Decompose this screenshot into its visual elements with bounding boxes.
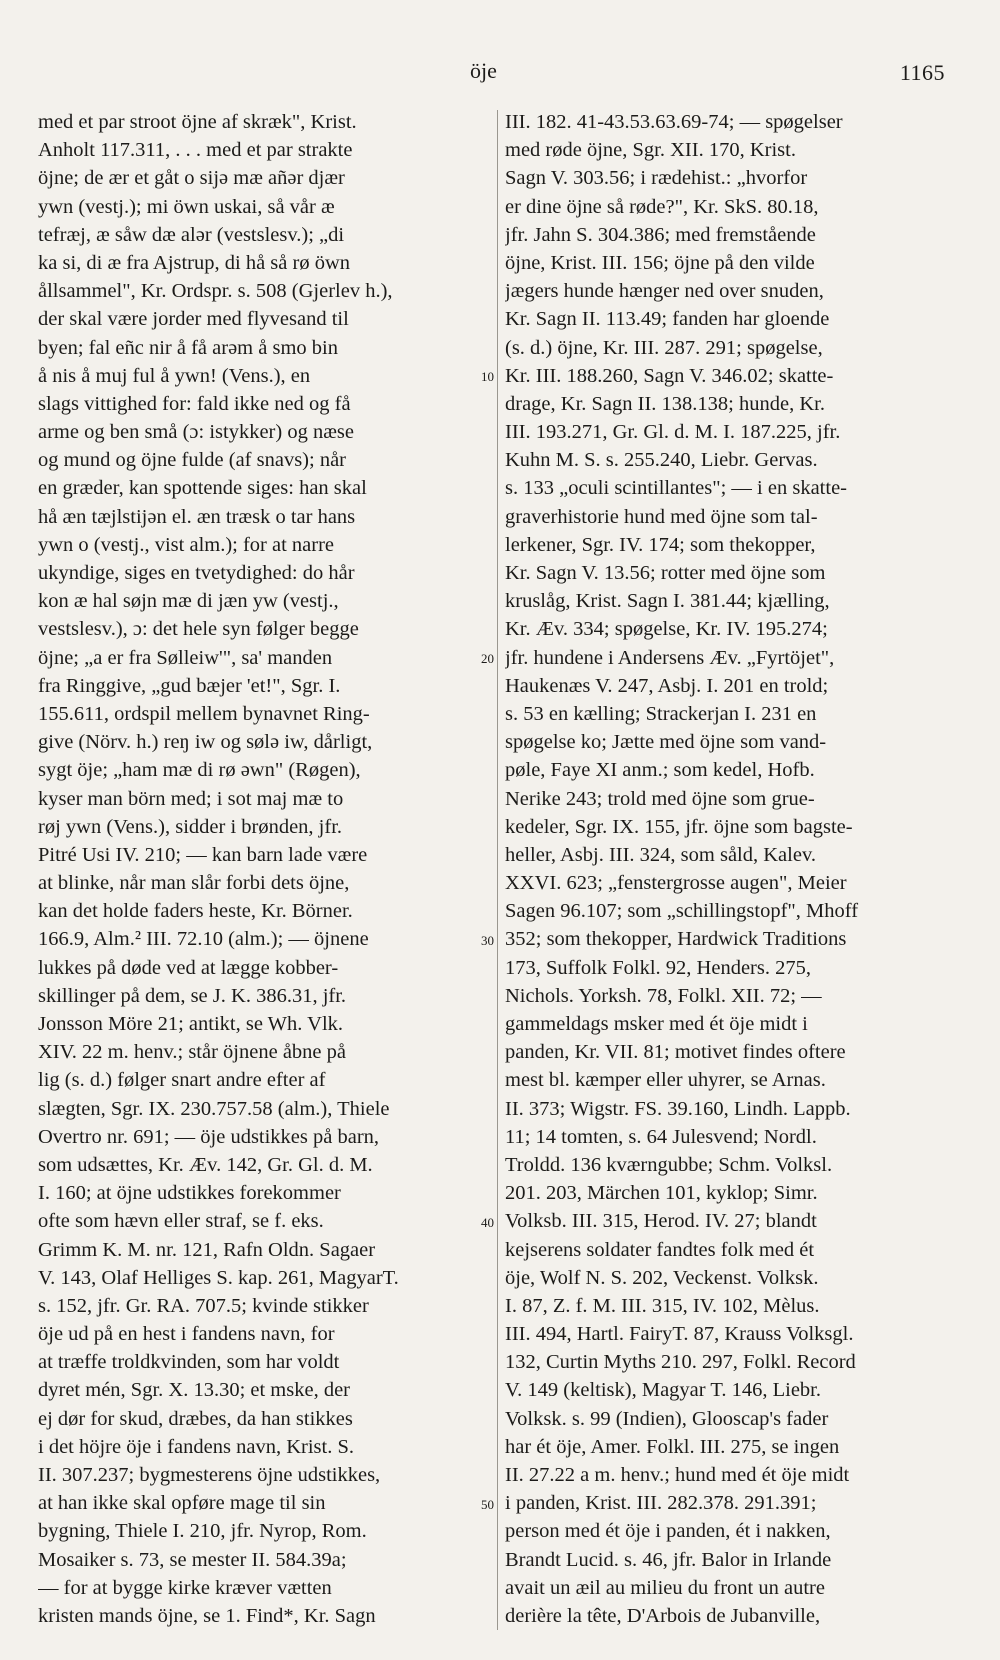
- text-line: i det höjre öje i fandens navn, Krist. S.: [38, 1435, 354, 1458]
- text-line: III. 193.271, Gr. Gl. d. M. I. 187.225, jfr.: [505, 421, 841, 444]
- text-line: og mund og öjne fulde (af snavs); når: [38, 449, 346, 472]
- text-line: öjne; de ær et gåt o sijə mæ añər djær: [38, 167, 345, 190]
- text-line: 11; 14 tomten, s. 64 Julesvend; Nordl.: [505, 1125, 817, 1148]
- text-line: Sagn V. 303.56; i rædehist.: „hvorfor: [505, 167, 808, 190]
- text-line: 166.9, Alm.² III. 72.10 (alm.); — öjnene: [38, 928, 369, 951]
- text-line: öje, Wolf N. S. 202, Veckenst. Volksk.: [505, 1266, 819, 1289]
- text-line: I. 87, Z. f. M. III. 315, IV. 102, Mèlus.: [505, 1294, 820, 1317]
- text-line: avait un æil au milieu du front un autre: [505, 1576, 825, 1599]
- text-line: bygning, Thiele I. 210, jfr. Nyrop, Rom.: [38, 1520, 367, 1543]
- text-line: mest bl. kæmper eller uhyrer, se Arnas.: [505, 1069, 826, 1092]
- text-line: ållsammel", Kr. Ordspr. s. 508 (Gjerlev h.),: [38, 280, 393, 303]
- text-line: — for at bygge kirke kræver vætten: [38, 1576, 332, 1599]
- text-line: panden, Kr. VII. 81; motivet findes oftere: [505, 1041, 846, 1064]
- text-line: kristen mands öjne, se 1. Find*, Kr. Sagn: [38, 1604, 376, 1627]
- text-line: person med ét öje i panden, ét i nakken,: [505, 1520, 831, 1543]
- text-line: Nichols. Yorksh. 78, Folkl. XII. 72; —: [505, 984, 822, 1007]
- text-line: Pitré Usi IV. 210; — kan barn lade være: [38, 843, 368, 866]
- text-line: vestslesv.), ɔ: det hele syn følger begge: [38, 618, 359, 641]
- text-line: derière la tête, D'Arbois de Jubanville,: [505, 1604, 821, 1627]
- text-line: s. 53 en kælling; Strackerjan I. 231 en: [505, 702, 817, 725]
- text-line: jfr. Jahn S. 304.386; med fremstående: [505, 223, 816, 246]
- text-line: kejserens soldater fandtes folk med ét: [505, 1238, 815, 1261]
- text-line: Kr. Sagn V. 13.56; rotter med öjne som: [505, 562, 826, 584]
- text-line: fra Ringgive, „gud bæjer 'et!", Sgr. I.: [38, 674, 341, 697]
- text-line: jægers hunde hænger ned over snuden,: [505, 280, 824, 303]
- text-line: heller, Asbj. III. 324, som såld, Kalev.: [505, 843, 816, 866]
- text-line: kyser man börn med; i sot maj mæ to: [38, 787, 344, 810]
- line-number-marker: 50: [481, 1496, 494, 1512]
- text-line: III. 182. 41-43.53.63.69-74; — spøgelser: [505, 111, 843, 133]
- text-line: öjne; „a er fra Sølleiw'", sa' manden: [38, 646, 333, 669]
- text-line: er dine öjne så røde?", Kr. SkS. 80.18,: [505, 195, 819, 218]
- text-line: å nis å muj ful å ywn! (Vens.), en: [38, 364, 311, 387]
- text-line: har ét öje, Amer. Folkl. III. 275, se ingen: [505, 1435, 840, 1458]
- text-line: Volksb. III. 315, Herod. IV. 27; blandt: [505, 1210, 817, 1233]
- line-number-marker: 10: [481, 368, 494, 384]
- text-line: lig (s. d.) følger snart andre efter af: [38, 1069, 326, 1092]
- text-line: lukkes på døde ved at lægge kobber-: [38, 956, 339, 979]
- text-line: I. 160; at öjne udstikkes forekommer: [38, 1182, 341, 1205]
- text-line: slags vittighed for: fald ikke ned og få: [38, 392, 351, 415]
- text-line: byen; fal eñc nir å få arəm å smo bin: [38, 336, 338, 359]
- text-line: Kr. Æv. 334; spøgelse, Kr. IV. 195.274;: [505, 618, 828, 641]
- text-line: skillinger på dem, se J. K. 386.31, jfr.: [38, 984, 347, 1007]
- text-line: ywn o (vestj., vist alm.); for at narre: [38, 533, 335, 556]
- text-line: Sagen 96.107; som „schillingstopf", Mhoff: [505, 900, 859, 923]
- text-line: gammeldags msker med ét öje midt i: [505, 1013, 808, 1035]
- text-line: Haukenæs V. 247, Asbj. I. 201 en trold;: [505, 674, 829, 697]
- text-line: 155.611, ordspil mellem bynavnet Ring-: [38, 702, 370, 725]
- text-line: tefræj, æ såw dæ alər (vestslesv.); „di: [38, 223, 345, 246]
- text-line: Kuhn M. S. s. 255.240, Liebr. Gervas.: [505, 449, 818, 472]
- text-line: 173, Suffolk Folkl. 92, Henders. 275,: [505, 956, 811, 979]
- text-line: Kr. Sagn II. 113.49; fanden har gloende: [505, 308, 830, 331]
- text-line: ofte som hævn eller straf, se f. eks.: [38, 1210, 324, 1233]
- text-line: hå æn tæjlstijən el. æn træsk o tar hans: [38, 505, 356, 528]
- text-line: slægten, Sgr. IX. 230.757.58 (alm.), Thiele: [38, 1097, 390, 1120]
- text-line: kruslåg, Krist. Sagn I. 381.44; kjælling,: [505, 590, 830, 613]
- text-line: give (Nörv. h.) reŋ iw og sølə iw, dårligt,: [38, 731, 373, 754]
- text-line: en græder, kan spottende siges: han skal: [38, 477, 367, 500]
- text-line: ka si, di æ fra Ajstrup, di hå så rø öwn: [38, 251, 351, 274]
- text-line: at han ikke skal opføre mage til sin: [38, 1492, 326, 1515]
- text-line: graverhistorie hund med öjne som tal-: [505, 505, 818, 528]
- text-line: sygt öje; „ham mæ di rø əwn" (Røgen),: [38, 759, 361, 782]
- text-line: kon æ hal søjn mæ di jæn yw (vestj.,: [38, 590, 339, 613]
- text-line: (s. d.) öjne, Kr. III. 287. 291; spøgelse,: [505, 336, 823, 359]
- right-column: [505, 108, 945, 1630]
- text-line: at træffe troldkvinden, som har voldt: [38, 1351, 340, 1374]
- text-line: öjne, Krist. III. 156; öjne på den vilde: [505, 251, 815, 274]
- line-number-marker: 30: [481, 932, 494, 948]
- text-line: der skal være jorder med flyvesand til: [38, 308, 349, 331]
- text-line: 352; som thekopper, Hardwick Traditions: [505, 928, 847, 951]
- text-line: II. 373; Wigstr. FS. 39.160, Lindh. Lappb.: [505, 1097, 851, 1120]
- text-line: s. 133 „oculi scintillantes"; — i en skatte-: [505, 477, 847, 500]
- text-line: s. 152, jfr. Gr. RA. 707.5; kvinde stikker: [38, 1294, 369, 1317]
- text-line: Volksk. s. 99 (Indien), Glooscap's fader: [505, 1407, 829, 1430]
- text-line: dyret mén, Sgr. X. 13.30; et mske, der: [38, 1379, 351, 1402]
- text-line: med et par stroot öjne af skræk", Krist.: [38, 111, 357, 133]
- page-number: 1165: [899, 60, 945, 85]
- text-line: kan det holde faders heste, Kr. Börner.: [38, 900, 353, 923]
- text-line: drage, Kr. Sagn II. 138.138; hunde, Kr.: [505, 392, 825, 415]
- text-line: III. 494, Hartl. FairyT. 87, Krauss Volksgl.: [505, 1323, 854, 1346]
- text-line: 201. 203, Märchen 101, kyklop; Simr.: [505, 1182, 818, 1205]
- text-line: XXVI. 623; „fenstergrosse augen", Meier: [505, 872, 847, 895]
- text-line: arme og ben små (ɔ: istykker) og næse: [38, 421, 354, 444]
- text-line: II. 307.237; bygmesterens öjne udstikkes,: [38, 1464, 381, 1486]
- text-line: jfr. hundene i Andersens Æv. „Fyrtöjet",: [505, 646, 835, 669]
- line-number-marker: 40: [481, 1214, 494, 1230]
- text-line: som udsættes, Kr. Æv. 142, Gr. Gl. d. M.: [38, 1153, 373, 1176]
- text-line: II. 27.22 a m. henv.; hund med ét öje midt: [505, 1464, 850, 1486]
- left-column: [38, 108, 493, 1630]
- text-line: Nerike 243; trold med öjne som grue-: [505, 787, 815, 810]
- column-divider: [497, 110, 498, 1630]
- text-line: at blinke, når man slår forbi dets öjne,: [38, 872, 350, 895]
- text-line: røj ywn (Vens.), sidder i brønden, jfr.: [38, 815, 343, 838]
- text-line: Jonsson Möre 21; antikt, se Wh. Vlk.: [38, 1013, 344, 1035]
- text-line: Overtro nr. 691; — öje udstikkes på barn,: [38, 1125, 380, 1148]
- text-line: ywn (vestj.); mi öwn uskai, så vår æ: [38, 195, 335, 218]
- text-line: Anholt 117.311, . . . med et par strakte: [38, 139, 353, 162]
- text-line: lerkener, Sgr. IV. 174; som thekopper,: [505, 533, 816, 556]
- text-line: V. 143, Olaf Helliges S. kap. 261, MagyarT.: [38, 1266, 399, 1289]
- text-line: kedeler, Sgr. IX. 155, jfr. öjne som bagste-: [505, 815, 853, 838]
- text-line: V. 149 (keltisk), Magyar T. 146, Liebr.: [505, 1379, 821, 1402]
- text-line: Kr. III. 188.260, Sagn V. 346.02; skatte-: [505, 364, 834, 387]
- text-line: med røde öjne, Sgr. XII. 170, Krist.: [505, 139, 796, 162]
- text-line: Troldd. 136 kværngubbe; Schm. Volksl.: [505, 1153, 833, 1176]
- text-line: Grimm K. M. nr. 121, Rafn Oldn. Sagaer: [38, 1238, 376, 1261]
- text-line: spøgelse ko; Jætte med öjne som vand-: [505, 731, 827, 754]
- text-line: ukyndige, siges en tvetydighed: do hår: [38, 562, 355, 584]
- text-line: i panden, Krist. III. 282.378. 291.391;: [505, 1492, 817, 1515]
- running-head-word: öje: [470, 58, 497, 83]
- text-line: ej dør for skud, dræbes, da han stikkes: [38, 1407, 353, 1430]
- text-line: öje ud på en hest i fandens navn, for: [38, 1323, 335, 1346]
- text-line: Brandt Lucid. s. 46, jfr. Balor in Irlande: [505, 1548, 832, 1571]
- text-line: 132, Curtin Myths 210. 297, Folkl. Record: [505, 1351, 856, 1374]
- text-line: pøle, Faye XI anm.; som kedel, Hofb.: [505, 759, 815, 782]
- text-line: XIV. 22 m. henv.; står öjnene åbne på: [38, 1041, 346, 1064]
- line-number-marker: 20: [481, 650, 494, 666]
- text-line: Mosaiker s. 73, se mester II. 584.39a;: [38, 1548, 347, 1571]
